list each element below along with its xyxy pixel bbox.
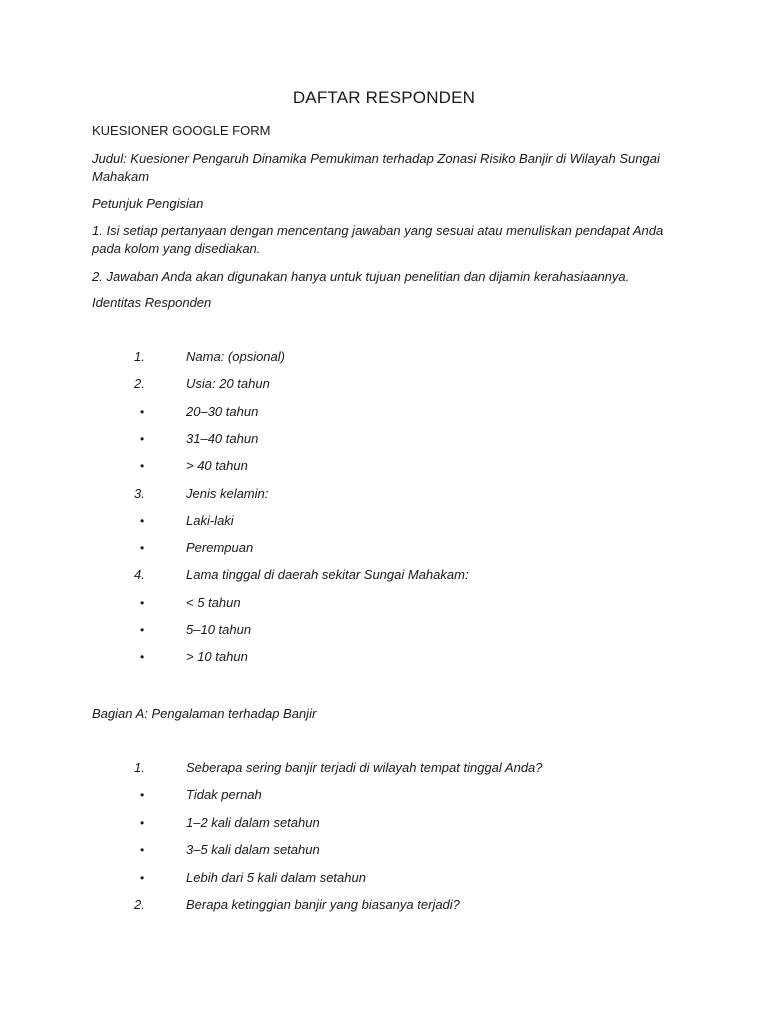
bagian-a-item-text: Tidak pernah (186, 787, 262, 803)
bullet-marker: • (140, 788, 145, 803)
bagian-a-item-text: 3–5 kali dalam setahun (186, 842, 320, 858)
petunjuk-item-2: 2. Jawaban Anda akan digunakan hanya untuk tujuan penelitian dan dijamin kerahasiaannya. (92, 269, 630, 284)
bullet-marker: • (140, 595, 145, 610)
number-marker: 1. (134, 349, 145, 364)
bagian-a-item (0, 785, 768, 805)
identitas-item-text: Usia: 20 tahun (186, 376, 270, 392)
bagian-a-item-text: Berapa ketinggian banjir yang biasanya terjadi? (186, 897, 460, 912)
bullet-marker: • (140, 404, 145, 419)
identitas-item-text: Nama: (opsional) (186, 349, 285, 364)
identitas-item-text: 31–40 tahun (186, 430, 259, 446)
identitas-item-text: Perempuan (186, 540, 254, 556)
number-marker: 2. (134, 376, 145, 392)
bullet-marker: • (140, 870, 145, 885)
identitas-item-text: < 5 tahun (186, 594, 241, 610)
identitas-heading: Identitas Responden (92, 295, 212, 310)
identitas-item (0, 565, 768, 585)
identitas-item (0, 429, 768, 449)
identitas-item-text: 5–10 tahun (186, 622, 252, 637)
number-marker: 4. (134, 567, 145, 583)
identitas-item (0, 538, 768, 558)
bagian-a-item (0, 813, 768, 833)
bullet-marker: • (140, 513, 145, 528)
bullet-marker: • (140, 431, 145, 446)
bagian-a-item-text: Seberapa sering banjir terjadi di wilayah tempat tinggal Anda? (186, 760, 543, 775)
identitas-item (0, 593, 768, 613)
bullet-marker: • (140, 623, 145, 637)
identitas-item-text: > 10 tahun (186, 649, 248, 665)
judul-paragraph: Judul: Kuesioner Pengaruh Dinamika Pemukiman terhadap Zonasi Risiko Banjir di Wilayah Sungai Mahakam (92, 151, 660, 184)
petunjuk-item-1: 1. Isi setiap pertanyaan dengan mencentang jawaban yang sesuai atau menuliskan pendapat Anda pada kolom yang disediakan. (92, 223, 664, 256)
bagian-a-item-text: Lebih dari 5 kali dalam setahun (186, 869, 366, 885)
petunjuk-heading: Petunjuk Pengisian (92, 196, 204, 211)
bagian-a-item (0, 840, 768, 860)
bullet-marker: • (140, 843, 145, 858)
bullet-marker: • (140, 815, 145, 830)
number-marker: 1. (134, 760, 145, 775)
identitas-item (0, 647, 768, 667)
bagian-a-item (0, 868, 768, 888)
bagian-a-heading: Bagian A: Pengalaman terhadap Banjir (92, 706, 317, 721)
bagian-a-item (0, 895, 768, 915)
identitas-item (0, 620, 768, 640)
document-title: DAFTAR RESPONDEN (292, 88, 476, 107)
identitas-item-text: Lama tinggal di daerah sekitar Sungai Mahakam: (186, 567, 469, 583)
bagian-a-item-text: 1–2 kali dalam setahun (186, 814, 320, 830)
identitas-item (0, 456, 768, 476)
number-marker: 2. (134, 897, 145, 912)
identitas-item (0, 484, 768, 504)
identitas-item (0, 347, 768, 367)
form-label: KUESIONER GOOGLE FORM (92, 123, 271, 138)
identitas-item-text: Jenis kelamin: (186, 485, 269, 501)
identitas-item-text: > 40 tahun (186, 458, 248, 474)
bagian-a-item (0, 758, 768, 778)
bullet-marker: • (140, 459, 145, 474)
identitas-item-text: 20–30 tahun (186, 403, 259, 419)
identitas-item (0, 402, 768, 422)
identitas-item (0, 374, 768, 394)
number-marker: 3. (134, 485, 145, 501)
bullet-marker: • (140, 650, 145, 665)
bullet-marker: • (140, 541, 145, 556)
identitas-item (0, 511, 768, 531)
identitas-item-text: Laki-laki (186, 512, 234, 528)
